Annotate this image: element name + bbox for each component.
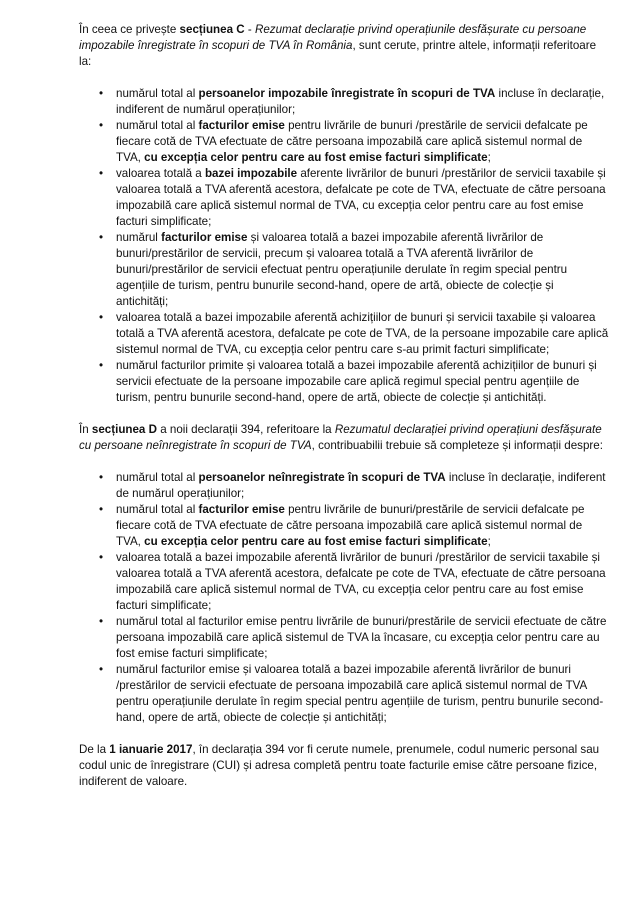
text-run: În ceea ce privește — [79, 23, 180, 36]
bullet-list — [79, 470, 609, 726]
text-run: pentru livrările de bunuri /prestările de servicii defalcate pe fiecare cotă de TVA efectuate de către persoana impozabilă care aplică sistemul normal de TVA, — [116, 119, 588, 164]
text-run: - — [244, 23, 255, 36]
bold-text: facturilor emise — [161, 231, 248, 244]
text-run: De la — [79, 743, 110, 756]
italic-text: Rezumat declarație privind operațiunile desfășurate cu persoane impozabile înregistrate în scopuri de TVA în România — [79, 23, 587, 52]
bullet-icon: • — [98, 167, 104, 180]
bold-text: facturilor emise — [198, 503, 285, 516]
list-item — [79, 230, 609, 310]
list-item — [79, 614, 609, 662]
bullet-icon: • — [98, 663, 104, 676]
text-run: În — [79, 423, 92, 436]
bullet-icon: • — [98, 311, 104, 324]
bullet-icon: • — [98, 359, 104, 372]
text-run: aferente livrărilor de bunuri /prestărilor de servicii taxabile și valoarea totală a TVA aferentă acestora, defalcate pe cote de TVA, efectuate de către persoana impozabilă care aplică sistemul normal de TVA, cu excepția celor pentru care au fost emise facturi simplificate; — [116, 167, 606, 228]
list-item — [79, 118, 609, 166]
bullet-icon: • — [98, 119, 104, 132]
list-item — [79, 662, 609, 726]
text-run: numărul total al facturilor emise pentru livrările de bunuri/prestările de servicii efectuate de către persoana impozabilă care aplică sistemul de TVA la încasare, cu excepția celor pentru care au fost emise facturi simplificate; — [116, 615, 607, 660]
bold-text: secțiunea C — [179, 23, 245, 36]
text-run: numărul total al — [116, 503, 199, 516]
document-page — [79, 22, 609, 790]
bullet-icon: • — [98, 503, 104, 516]
list-item — [79, 166, 609, 230]
text-run: valoarea totală a bazei impozabile aferentă livrărilor de bunuri /prestărilor de servicii taxabile și valoarea totală a TVA aferentă acestora, defalcate pe cote de TVA, efectuate de către persoana impozabilă care aplică sistemul normal de TVA, cu excepția celor pentru care au fost emise facturi simplificate; — [116, 551, 606, 612]
list-item — [79, 310, 609, 358]
paragraph — [79, 742, 609, 790]
text-run: valoarea totală a — [116, 167, 205, 180]
bold-text: persoanelor impozabile înregistrate în scopuri de TVA — [198, 87, 496, 100]
bold-text: cu excepția celor pentru care au fost emise facturi simplificate — [144, 535, 488, 548]
text-run: numărul facturilor emise și valoarea totală a bazei impozabile aferentă livrărilor de bunuri /prestărilor de servicii efectuate de persoana impozabilă care aplică sistemul normal de TVA pentru operațiunile derulate în regim special pentru agențiile de turism, pentru bunurile second-hand, opere de artă, obiecte de colecție și antichități; — [116, 663, 604, 724]
list-item — [79, 358, 609, 406]
paragraph — [79, 422, 609, 454]
italic-text: Rezumatul declarației privind operațiuni desfășurate cu persoane neînregistrate în scopuri de TVA — [79, 423, 602, 452]
bullet-icon: • — [98, 471, 104, 484]
bullet-icon: • — [98, 615, 104, 628]
text-run: ; — [487, 535, 491, 548]
bold-text: facturilor emise — [198, 119, 285, 132]
text-run: incluse în declarație, indiferent de numărul operațiunilor; — [116, 87, 605, 116]
bullet-icon: • — [98, 87, 104, 100]
text-run: numărul — [116, 231, 162, 244]
text-run: , contribuabilii trebuie să completeze și informații despre: — [311, 439, 603, 452]
list-item — [79, 86, 609, 118]
bold-text: bazei impozabile — [204, 167, 298, 180]
paragraph — [79, 22, 609, 70]
text-run: numărul total al — [116, 119, 199, 132]
text-run: incluse în declarație, indiferent de numărul operațiunilor; — [116, 471, 606, 500]
list-item — [79, 470, 609, 502]
text-run: ; — [487, 151, 491, 164]
text-run: și valoarea totală a bazei impozabile aferentă livrărilor de bunuri/prestărilor de servicii, precum și valoarea totală a TVA aferentă livrărilor de bunuri/prestărilor de servicii efectuat pentru operațiunile derulate în regim special pentru agențiile de turism, pentru bunurile second-hand, opere de artă, obiecte de colecție și antichități; — [116, 231, 568, 308]
bold-text: persoanelor neînregistrate în scopuri de TVA — [198, 471, 446, 484]
text-run: numărul total al — [116, 87, 199, 100]
text-run: numărul facturilor primite și valoarea totală a bazei impozabile aferentă achizițiilor de bunuri și servicii efectuate de la persoane impozabile care aplică regimul special pentru agențiile de turism, pentru bunurile second-hand, opere de artă, obiecte de colecție și antichități. — [116, 359, 597, 404]
text-run: valoarea totală a bazei impozabile aferentă achizițiilor de bunuri și servicii taxabile și valoarea totală a TVA aferentă acestora, defalcate pe cote de TVA, de la persoane impozabile care aplică sistemul normal de TVA, cu excepția celor pentru care s-au primit facturi simplificate; — [116, 311, 609, 356]
text-run: numărul total al — [116, 471, 199, 484]
bold-text: secțiunea D — [91, 423, 157, 436]
list-item — [79, 502, 609, 550]
text-run: , sunt cerute, printre altele, informații referitoare la: — [79, 39, 597, 68]
bold-text: 1 ianuarie 2017 — [109, 743, 193, 756]
text-run: pentru livrările de bunuri/prestările de servicii defalcate pe fiecare cotă de TVA efectuate de către persoana impozabilă care aplică sistemul normal de TVA, — [116, 503, 585, 548]
bullet-icon: • — [98, 231, 104, 244]
bullet-icon: • — [98, 551, 104, 564]
bold-text: cu excepția celor pentru care au fost emise facturi simplificate — [144, 151, 488, 164]
list-item — [79, 550, 609, 614]
text-run: a noii declarații 394, referitoare la — [156, 423, 335, 436]
text-run: , în declarația 394 vor fi cerute numele, prenumele, codul numeric personal sau codul unic de înregistrare (CUI) și adresa completă pentru toate facturile emise către persoane fizice, indiferent de valoare. — [79, 743, 600, 788]
bullet-list — [79, 86, 609, 406]
